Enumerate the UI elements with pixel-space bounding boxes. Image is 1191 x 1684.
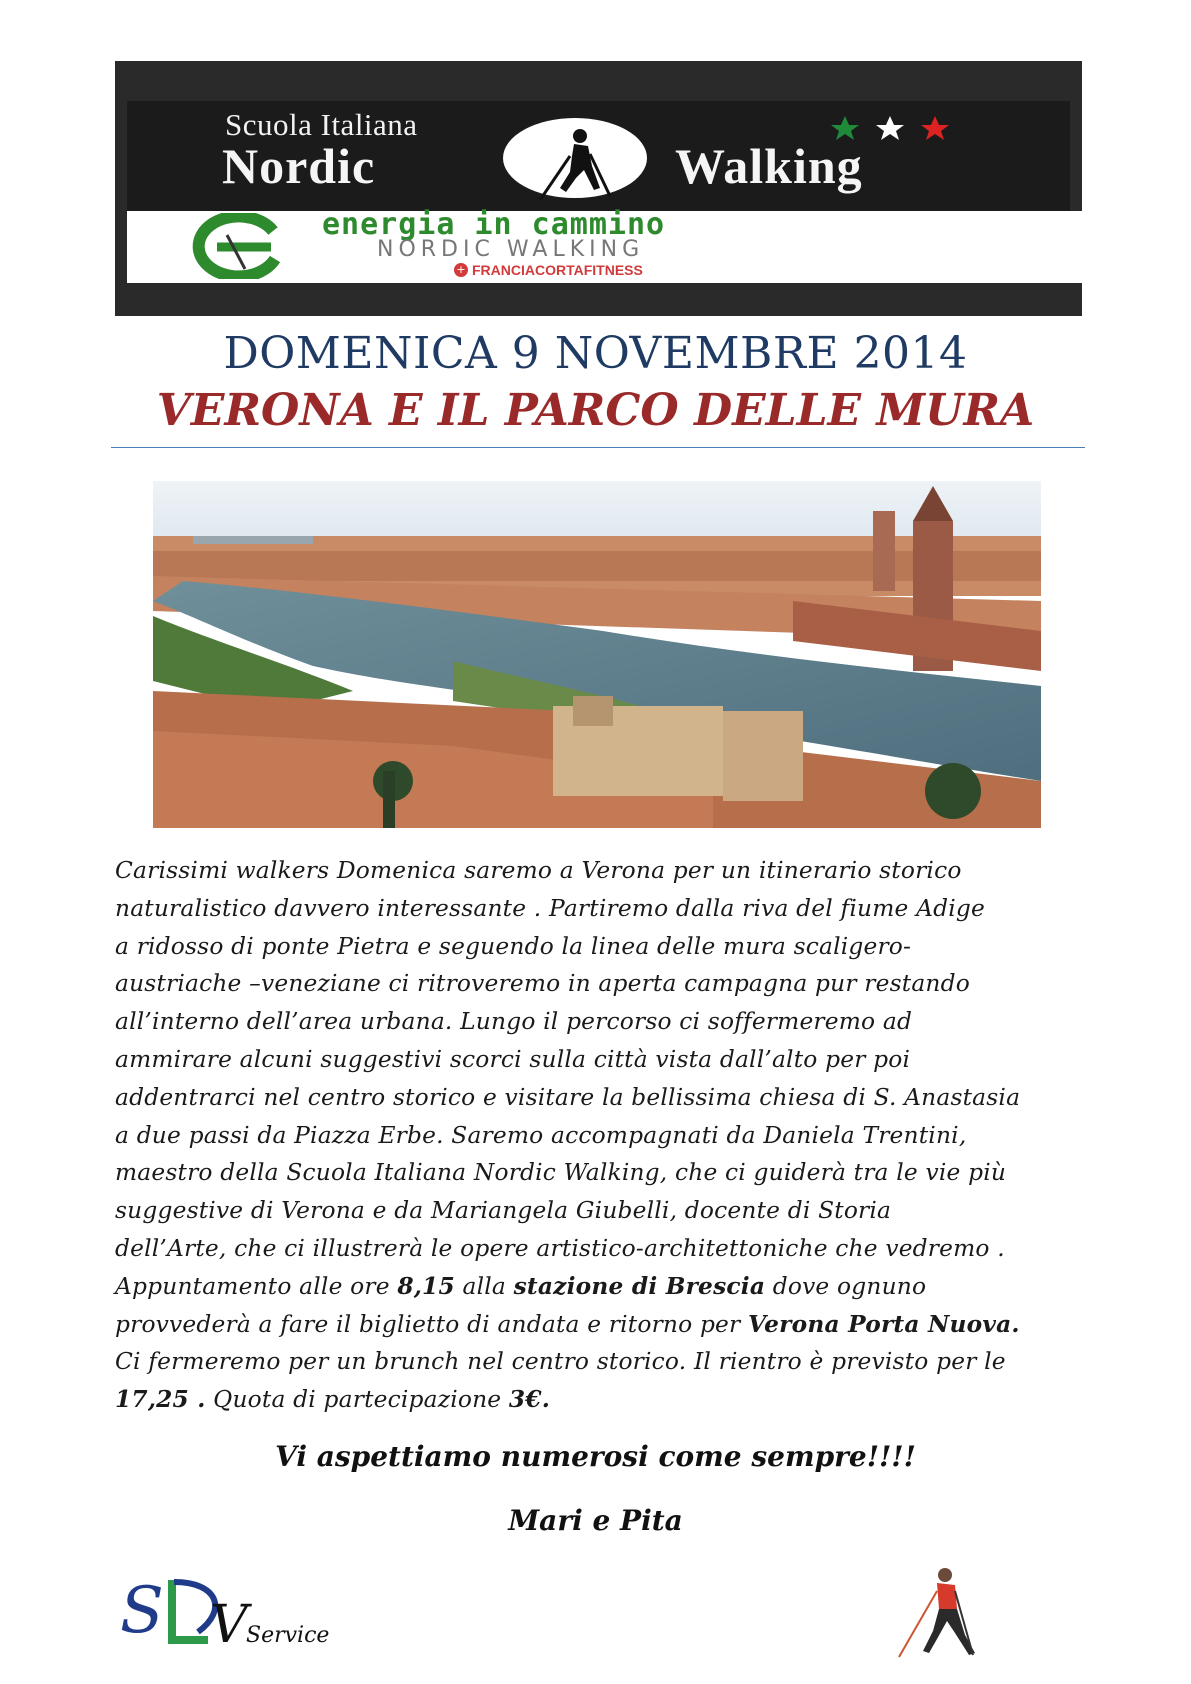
description-line: Carissimi walkers Domenica saremo a Verona per un itinerario storico [115,857,962,884]
franciacorta-brand: FRANCIACORTAFITNESS [472,262,643,278]
description-line: austriache –veneziane ci ritroveremo in aperta campagna pur restando [115,970,970,998]
description-line: Ci fermeremo per un brunch nel centro storico. Il rientro è previsto per le [115,1348,1006,1376]
return-time: 17,25 . [115,1386,206,1414]
return-fee-line [115,1381,1090,1419]
title-divider [111,447,1085,448]
description-line: suggestive di Verona e da Mariangela Giubelli, docente di Storia [115,1197,892,1225]
nordic-walker-figure-icon [893,1565,993,1660]
meeting-time-line [115,1268,1090,1306]
energia-in-cammino-strip [127,207,1082,283]
event-description [115,852,1090,1419]
description-line: maestro della Scuola Italiana Nordic Walking, che ci guiderà tra le vie più [115,1159,1007,1187]
nordic-walker-logo-icon [500,116,650,206]
header-banner [115,61,1082,316]
verona-city-photo [153,481,1041,828]
meeting-time: 8,15 [397,1272,455,1300]
svg-text:S: S [120,1574,164,1648]
sdv-service-logo-icon [118,1570,348,1655]
description-line: dell’Arte, che ci illustrerà le opere artistico-architettoniche che vedremo . [115,1234,1005,1262]
description-line: all’interno dell’area urbana. Lungo il percorso ci soffermeremo ad [115,1008,913,1036]
text-segment: Appuntamento alle ore [115,1272,398,1300]
meeting-place: stazione di Brescia [513,1272,766,1300]
energia-e-logo-icon [187,213,287,279]
description-line: addentrarci nel centro storico e visitare la bellissima chiesa di S. Anastasia [115,1083,1021,1111]
description-line: a ridosso di ponte Pietra e seguendo la linea delle mura scaligero- [115,932,912,960]
text-segment: provvederà a fare il biglietto di andata e ritorno per [115,1310,748,1338]
svg-text:V: V [210,1595,248,1655]
banner-school-name: Scuola Italiana [225,107,418,142]
closing-message: Vi aspettiamo numerosi come sempre!!!! [275,1440,916,1473]
text-segment: alla [454,1272,514,1300]
franciacorta-cross-icon: + [454,263,468,277]
text-segment: dove ognuno [765,1272,927,1300]
ticket-line [115,1306,1090,1344]
description-line: naturalistico davvero interessante . Partiremo dalla riva del fiume Adige [115,894,985,922]
banner-nordic-word: Nordic [222,138,376,194]
banner-walking-word: Walking [675,138,863,194]
text-segment: Quota di partecipazione [205,1386,509,1414]
signature: Mari e Pita [508,1504,683,1537]
participation-fee: 3€. [508,1386,551,1414]
description-line: a due passi da Piazza Erbe. Saremo accompagnati da Daniela Trentini, [115,1121,967,1149]
sdv-service-text: Service [246,1623,330,1648]
event-date-title: DOMENICA 9 NOVEMBRE 2014 [223,328,968,379]
event-title: VERONA E IL PARCO DELLE MURA [156,385,1035,436]
energia-subtitle: NORDIC WALKING [377,237,645,262]
italian-stars-icon [825,113,965,143]
destination-station: Verona Porta Nuova. [748,1310,1020,1338]
energia-tagline: energia in cammino [322,207,666,242]
description-line: ammirare alcuni suggestivi scorci sulla città vista dall’alto per poi [115,1045,911,1073]
